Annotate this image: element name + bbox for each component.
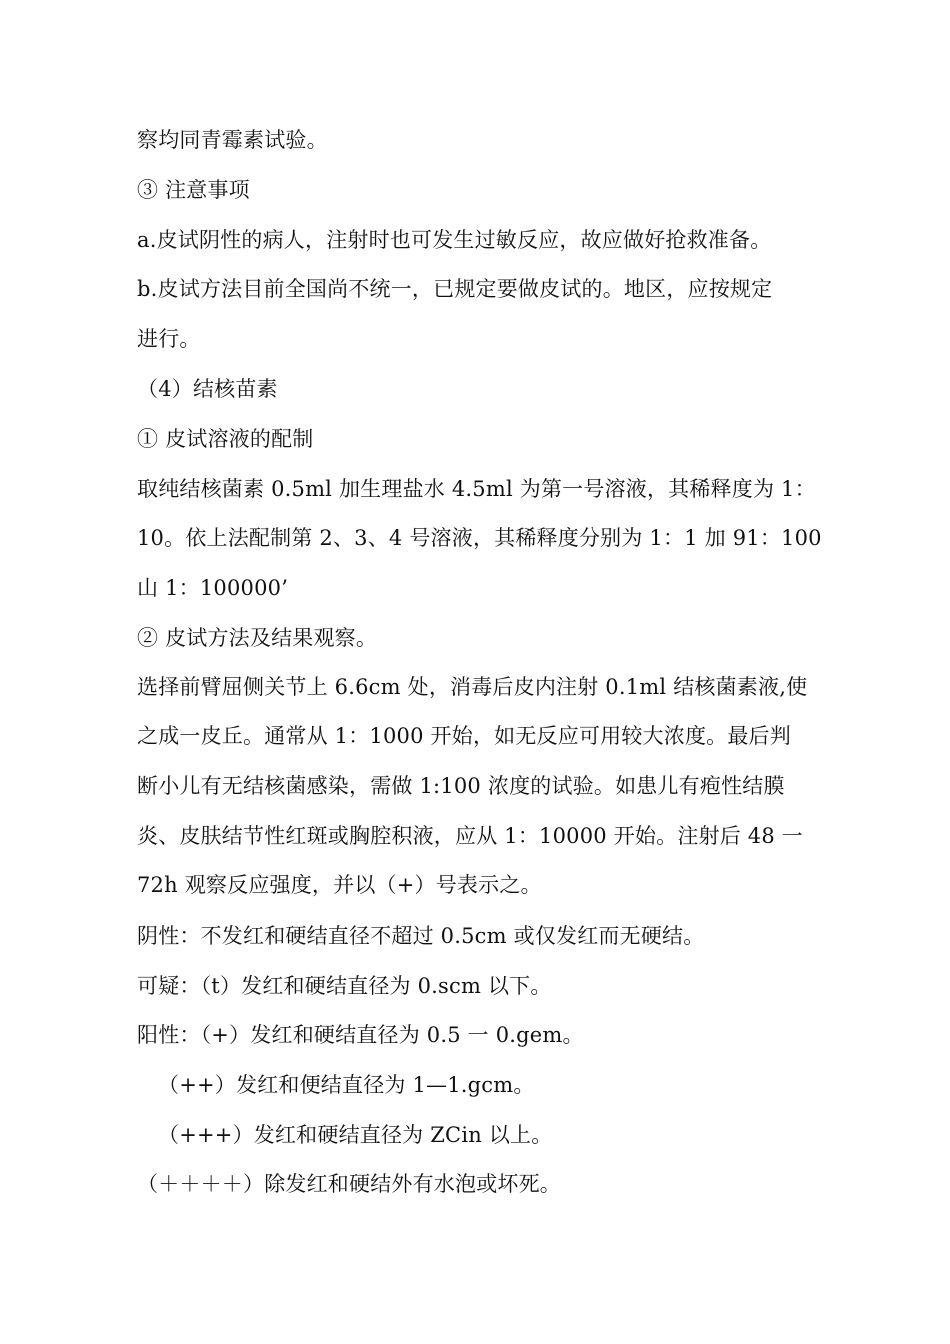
result-positive-4: （＋＋＋＋）除发红和硬结外有水泡或坏死。: [137, 1172, 561, 1196]
result-positive: 阳性：（+）发红和硬结直径为 0.5 一 0.gem。: [137, 1023, 584, 1047]
result-negative: 阴性：不发红和硬结直径不超过 0.5cm 或仅发红而无硬结。: [137, 924, 705, 948]
text-line: 断小儿有无结核菌感染，需做 1:100 浓度的试验。如患儿有疱性结膜: [137, 774, 785, 798]
result-positive-3: （+++）发红和硬结直径为 ZCin 以上。: [158, 1123, 553, 1147]
text-line: b.皮试方法目前全国尚不统一，已规定要做皮试的。地区，应按规定: [137, 277, 773, 301]
text-line: 10。依上法配制第 2、3、4 号溶液，其稀释度分别为 1：1 加 91：100: [137, 526, 822, 550]
result-doubtful: 可疑：（t）发红和硬结直径为 0.scm 以下。: [137, 974, 552, 998]
text-line: 之成一皮丘。通常从 1：1000 开始，如无反应可用较大浓度。最后判: [137, 724, 791, 748]
section-heading-solution: ① 皮试溶液的配制: [137, 427, 314, 451]
text-line: 进行。: [137, 327, 201, 351]
text-line: 取纯结核菌素 0.5ml 加生理盐水 4.5ml 为第一号溶液，其稀释度为 1：: [137, 477, 816, 501]
text-line: 选择前臂屈侧关节上 6.6cm 处，消毒后皮内注射 0.1ml 结核菌素液,使: [137, 675, 808, 699]
text-line: 72h 观察反应强度，并以（+）号表示之。: [137, 873, 542, 897]
section-heading-method: ② 皮试方法及结果观察。: [137, 626, 378, 650]
text-line: 炎、皮肤结节性红斑或胸腔积液，应从 1：10000 开始。注射后 48 一: [137, 824, 803, 848]
section-heading-notes: ③ 注意事项: [137, 178, 250, 202]
text-line: a.皮试阴性的病人，注射时也可发生过敏反应，故应做好抢救准备。: [137, 228, 772, 252]
text-line: 山 1：100000’: [137, 576, 289, 600]
section-heading-tuberculin: （4）结核苗素: [137, 377, 278, 401]
result-positive-2: （++）发红和便结直径为 1—1.gcm。: [158, 1073, 535, 1097]
text-line: 察均同青霉素试验。: [137, 128, 328, 152]
